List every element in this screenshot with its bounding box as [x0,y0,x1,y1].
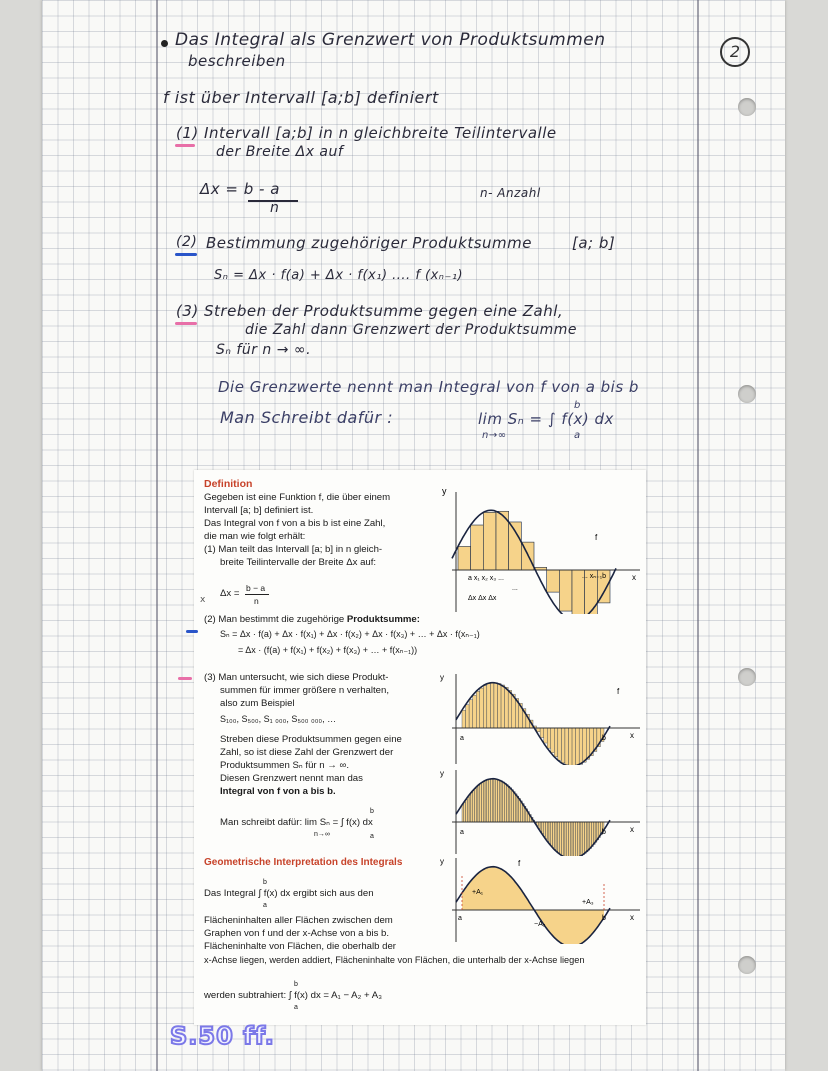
riemann-bar [498,779,500,822]
riemann-bar [593,822,595,844]
riemann-bar [579,728,583,764]
step2-highlight [175,253,197,256]
riemann-bar [540,822,542,831]
riemann-bar [505,687,509,728]
riemann-bar [490,683,494,728]
def-line: Das Integral von f von a bis b ist eine Zahl, [204,518,386,529]
riemann-bar [545,822,547,839]
riemann-bar [547,822,549,841]
riemann-bar [576,822,578,856]
riemann-bar [469,795,471,822]
heading-line1: Das Integral als Grenzwert von Produktsummen [175,30,606,50]
schreibt-sub: n→∞ [482,430,507,441]
y-label: y [440,673,444,682]
y-label: y [442,486,447,496]
riemann-bar [563,822,565,856]
geo-upper: b [263,879,267,886]
riemann-bar [487,684,491,728]
riemann-bar [485,781,487,822]
step3-line: summen für immer größere n verhalten, [220,685,390,696]
graph-finest-sum [432,766,642,856]
riemann-bar [501,781,503,822]
step2-text: Bestimmung zugehöriger Produktsumme [206,234,533,252]
step3-line: Diesen Grenzwert nennt man das [220,773,363,784]
riemann-bar [512,790,514,822]
geo-formula: ∫ f(x) dx = A₁ − A₂ + A₃ [288,990,383,1001]
schreibt-lower: a [370,833,374,840]
riemann-bar [480,688,484,728]
punch-hole [738,668,756,686]
g1-xn: ... xₙ₋₁b [582,573,607,580]
geo-line-first [204,888,374,900]
riemann-bar [592,822,594,847]
riemann-bar [483,686,487,728]
riemann-bar [515,794,517,822]
riemann-bar [584,822,586,853]
grenzwert-line: Die Grenzwerte nennt man Integral von f von a bis b [218,378,639,396]
riemann-bar [551,728,555,753]
riemann-bar [553,822,555,848]
riemann-bar [554,822,556,849]
riemann-bar [586,728,590,759]
riemann-bar [483,781,485,822]
def-line: Intervall [a; b] definiert ist. [204,505,314,516]
riemann-bar [489,779,491,822]
integral-bold-line: Integral von f von a bis b. [220,786,336,797]
riemann-bar [505,783,507,822]
geo-prefix: Das Integral [204,888,256,899]
riemann-bar [508,690,512,728]
riemann-bar [458,546,471,570]
geo-line: Graphen von f und der x-Achse von a bis b. [204,928,390,939]
dx-den: n [254,596,259,606]
graph-areas [432,854,642,944]
riemann-bar [498,683,502,728]
riemann-bar [513,792,515,822]
riemann-bar [509,522,522,570]
geo-last: werden subtrahiert: [204,990,287,1001]
step2-formula: Sₙ = Δx · f(a) + Δx · f(x₁) .... f (xₙ₋₁) [214,268,464,283]
riemann-bar [462,710,466,728]
riemann-bar [512,694,516,728]
graph-step-sum [432,484,642,614]
riemann-bar [579,822,581,856]
riemann-bar [473,695,477,728]
punch-hole [738,956,756,974]
riemann-bar [474,789,476,822]
a-label: a [460,735,464,742]
riemann-bar [467,797,469,822]
riemann-bar [476,787,478,822]
riemann-bar [583,822,585,855]
riemann-bar [499,780,501,822]
step3-highlight [175,322,197,325]
schreibt-lower: a [574,430,581,441]
riemann-bar [583,728,587,762]
dx-num: b − a [246,583,266,593]
riemann-bar [517,796,519,822]
riemann-bar [469,700,473,728]
g3-bars [462,779,604,856]
riemann-bar [559,570,572,611]
a-label: a [458,915,462,922]
riemann-bar [466,800,468,822]
schreibt-sub: n→∞ [314,831,330,838]
geo-integral: ∫ f(x) dx [258,888,291,899]
b-label: b [602,735,606,742]
step3-line: Produktsummen Sₙ für n → ∞. [220,760,350,771]
f-label: f [518,859,521,868]
riemann-bar [581,822,583,856]
riemann-bar [494,779,496,822]
a-label: a [460,829,464,836]
riemann-bar [556,822,558,851]
riemann-bar [576,728,580,765]
riemann-bar [560,822,562,854]
riemann-bar [569,822,571,856]
riemann-bar [544,822,546,836]
riemann-bar [492,779,494,822]
riemann-bar [471,525,484,570]
riemann-bar [483,512,496,570]
def-line: Gegeben ist eine Funktion f, die über einem [204,492,391,503]
riemann-bar [570,822,572,856]
riemann-bar [547,570,560,592]
step2-interval: [a; b] [572,234,616,252]
geo-formula-upper: b [294,981,298,988]
geo-line: Flächeninhalte von Flächen, die oberhalb der [204,941,397,952]
step2-bold: Produktsumme: [346,614,420,625]
dx-eq: Δx = [220,588,240,599]
riemann-bar [565,728,569,765]
geo-lower: a [263,902,267,909]
step2-formula2: = Δx · (f(a) + f(x₁) + f(x₂) + f(x₃) + … + f(xₙ₋₁)) [238,645,418,655]
g1-dots: ... [512,585,518,592]
step1-highlight [175,144,195,147]
step2-label: (2) [176,234,198,250]
step3-line: S₁₀₀, S₅₀₀, S₁ ₀₀₀, S₅₀₀ ₀₀₀, … [220,714,337,724]
geo-line: Flächeninhalten aller Flächen zwischen dem [204,915,393,926]
geo-formula-lower: a [294,1004,298,1011]
riemann-bar [558,822,560,853]
riemann-bar [496,779,498,822]
step3-line: Zahl, so ist diese Zahl der Grenzwert der [220,747,394,758]
g1-dx: Δx Δx Δx [468,595,497,602]
riemann-bar [462,805,464,822]
area-A2: −A₂ [534,921,546,928]
punch-hole [738,385,756,403]
riemann-bar [577,822,579,856]
riemann-bar [494,683,498,728]
geo-title: Geometrische Interpretation des Integrals [204,857,403,868]
step2-blue-mark [186,630,198,633]
riemann-bar [487,780,489,822]
side-pink-mark [178,677,192,680]
x-label: x [630,913,634,922]
riemann-bar [540,728,544,738]
riemann-bar [476,691,480,728]
riemann-bar [590,822,592,848]
page-number: 2 [720,37,750,67]
step2-line1 [204,614,420,626]
riemann-bar [572,822,574,856]
dx-formula-top: Δx = b - a [200,180,280,198]
x-label: x [632,573,636,582]
riemann-bar [473,791,475,822]
riemann-bar [464,802,466,822]
riemann-bar [554,728,558,757]
def-line: (1) Man teilt das Intervall [a; b] in n gleich- [204,544,383,555]
geo-last-line [204,990,382,1002]
riemann-bar [478,785,480,822]
schreibt-line [220,817,373,829]
f-label: f [595,533,598,542]
schreibt-line: Man Schreibt dafür : [220,408,394,427]
riemann-bar [569,728,573,765]
heading-line2: beschreiben [188,52,286,70]
riemann-bar [565,822,567,856]
riemann-bar [547,728,551,748]
riemann-bar [586,822,588,852]
step3-line1: (3) Streben der Produktsumme gegen eine Zahl, [176,302,564,320]
area-A3: +A₃ [582,899,594,906]
step1-line2: der Breite Δx auf [216,144,344,160]
step3-line: Streben diese Produktsummen gegen eine [220,734,402,745]
schreibt-prefix: Man schreibt dafür: [220,817,305,828]
step3-line: also zum Beispiel [220,698,295,709]
footer-page-ref: S.50 ff. [170,1022,275,1050]
step2-prefix: (2) Man bestimmt die zugehörige [204,614,347,625]
g1-ticks: a x₁ x₂ x₃ ... [468,575,504,582]
step1-line1: (1) Intervall [a;b] in n gleichbreite Teilintervalle [176,124,557,142]
step3-line: (3) Man untersucht, wie sich diese Produkt- [204,672,389,683]
def-line: die man wie folgt erhält: [204,531,306,542]
geo-line: x-Achse liegen, werden addiert, Flächeninhalte von Flächen, die unterhalb der x-Achse liegen [204,955,585,965]
pencil-note: x [200,595,206,605]
schreibt-upper: b [370,808,374,815]
geo-suffix: ergibt sich aus den [293,888,374,899]
f-label: f [617,687,620,696]
line-f-defined: f ist über Intervall [a;b] definiert [163,88,439,107]
riemann-bar [480,784,482,822]
textbook-excerpt [194,470,646,1025]
b-label: b [602,829,606,836]
schreibt-formula: lim Sₙ = ∫ f(x) dx [478,410,614,428]
graph-fine-sum [432,670,642,765]
riemann-bar [572,728,576,765]
y-label: y [440,769,444,778]
riemann-bar [544,728,548,743]
riemann-bar [503,782,505,822]
x-label: x [630,825,634,834]
riemann-bar [588,822,590,850]
schreibt-upper: b [574,400,581,411]
step2-formula1: Sₙ = Δx · f(a) + Δx · f(x₁) + Δx · f(x₂) + Δx · f(x₃) + … + Δx · f(xₙ₋₁) [220,629,480,639]
riemann-bar [542,822,544,834]
riemann-bar [561,822,563,855]
riemann-bar [490,779,492,822]
riemann-bar [466,705,470,728]
riemann-bar [471,793,473,822]
definition-title: Definition [204,478,253,490]
riemann-bar [519,798,521,822]
y-label: y [440,857,444,866]
step3-line3: Sₙ für n → ∞. [216,342,312,358]
heading-bullet [161,40,168,47]
riemann-bar [574,822,576,856]
dx-formula-bottom: n [270,200,280,216]
step3-line2: die Zahl dann Grenzwert der Produktsumme [245,322,577,338]
riemann-bar [482,783,484,822]
n-note: n- Anzahl [480,186,541,200]
b-label: b [602,915,606,922]
riemann-bar [508,786,510,822]
riemann-bar [558,728,562,760]
riemann-bar [551,822,553,846]
riemann-bar [567,822,569,856]
def-line: breite Teilintervalle der Breite Δx auf: [220,557,377,568]
g2-bars [462,683,604,765]
area-A1: +A₁ [472,889,484,896]
left-margin-line [156,0,158,1071]
schreibt-formula: lim Sₙ = ∫ f(x) dx [304,817,373,828]
riemann-bar [549,822,551,843]
riemann-bar [501,685,505,728]
riemann-bar [510,788,512,822]
right-margin-line [697,0,699,1071]
x-label: x [630,731,634,740]
riemann-bar [506,785,508,822]
riemann-bar [561,728,565,763]
punch-hole [738,98,756,116]
